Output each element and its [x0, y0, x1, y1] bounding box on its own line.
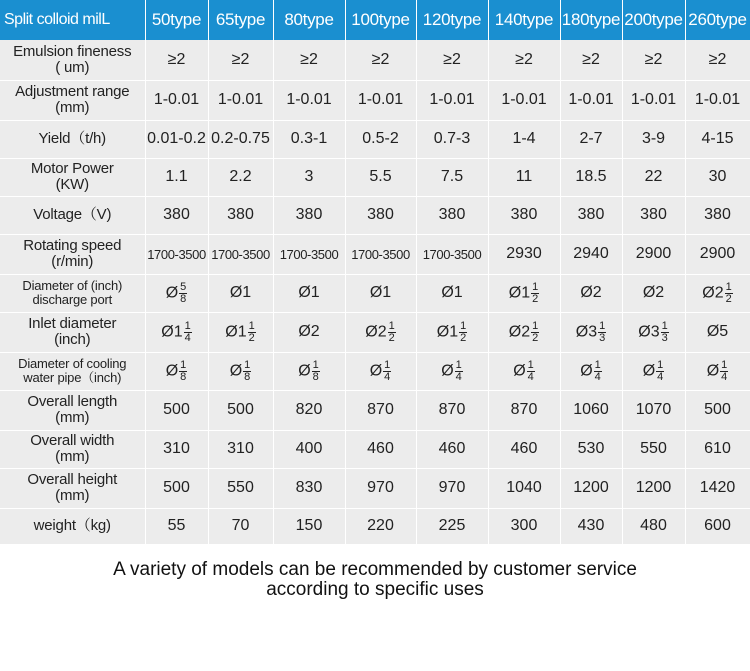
table-cell: 870 — [488, 390, 560, 430]
row-label: Voltage（V) — [0, 196, 145, 234]
table-cell: 380 — [622, 196, 685, 234]
table-cell: ≥2 — [145, 40, 208, 80]
table-cell: 0.01-0.2 — [145, 120, 208, 158]
row-label: Motor Power (KW) — [0, 158, 145, 196]
table-cell: 5.5 — [345, 158, 416, 196]
table-cell: ≥2 — [208, 40, 273, 80]
header-model: 260type — [685, 0, 750, 40]
fraction: $\frac{1}{4}$ — [594, 358, 601, 383]
row-label: weight（kg) — [0, 508, 145, 544]
table-cell: 22 — [622, 158, 685, 196]
fraction: $\frac{1}{8}$ — [312, 358, 319, 383]
table-cell: 1070 — [622, 390, 685, 430]
table-cell: 150 — [273, 508, 345, 544]
table-cell: 830 — [273, 468, 345, 508]
table-cell: 1700-3500 — [145, 234, 208, 274]
table-cell: 300 — [488, 508, 560, 544]
table-cell: ≥2 — [622, 40, 685, 80]
table-cell: Ø1 $\frac{1}{2}$ — [208, 312, 273, 352]
table-cell: 1-0.01 — [345, 80, 416, 120]
table-cell: 870 — [345, 390, 416, 430]
table-cell: ≥2 — [560, 40, 622, 80]
table-cell: 1200 — [622, 468, 685, 508]
table-row — [0, 234, 750, 274]
fraction: $\frac{1}{8}$ — [244, 358, 251, 383]
table-cell: 2900 — [685, 234, 750, 274]
table-cell: 2900 — [622, 234, 685, 274]
table-cell: ≥2 — [685, 40, 750, 80]
table-cell: Ø $\frac{1}{4}$ — [488, 352, 560, 390]
table-cell: 380 — [273, 196, 345, 234]
table-row — [0, 120, 750, 158]
table-cell: 460 — [345, 430, 416, 468]
fraction: $\frac{1}{4}$ — [455, 358, 462, 383]
table-cell: Ø $\frac{1}{8}$ — [145, 352, 208, 390]
table-cell: 550 — [208, 468, 273, 508]
row-label: Emulsion fineness ( um) — [0, 40, 145, 80]
table-cell: 1.1 — [145, 158, 208, 196]
table-cell: 1420 — [685, 468, 750, 508]
table-cell: ≥2 — [416, 40, 488, 80]
table-cell: Ø $\frac{5}{8}$ — [145, 274, 208, 312]
table-cell: 1700-3500 — [416, 234, 488, 274]
fraction: $\frac{1}{2}$ — [248, 319, 255, 344]
table-cell: Ø1 $\frac{1}{2}$ — [416, 312, 488, 352]
table-cell: 55 — [145, 508, 208, 544]
header-model: 50type — [145, 0, 208, 40]
fraction: $\frac{1}{4}$ — [384, 358, 391, 383]
table-cell: 4-15 — [685, 120, 750, 158]
table-cell: 1-0.01 — [622, 80, 685, 120]
table-cell: 1200 — [560, 468, 622, 508]
table-cell: 380 — [488, 196, 560, 234]
table-row — [0, 80, 750, 120]
fraction: $\frac{1}{4}$ — [657, 358, 664, 383]
row-label: Overall height (mm) — [0, 468, 145, 508]
table-cell: Ø1 — [416, 274, 488, 312]
table-cell: 610 — [685, 430, 750, 468]
table-cell: Ø1 — [345, 274, 416, 312]
table-cell: 480 — [622, 508, 685, 544]
row-label: Rotating speed (r/min) — [0, 234, 145, 274]
table-cell: Ø2 $\frac{1}{2}$ — [685, 274, 750, 312]
table-cell: 30 — [685, 158, 750, 196]
table-cell: 3-9 — [622, 120, 685, 158]
table-cell: 1700-3500 — [208, 234, 273, 274]
table-cell: 820 — [273, 390, 345, 430]
header-model: 120type — [416, 0, 488, 40]
table-cell: ≥2 — [345, 40, 416, 80]
table-cell: 380 — [345, 196, 416, 234]
table-row — [0, 40, 750, 80]
table-cell: Ø $\frac{1}{8}$ — [273, 352, 345, 390]
table-cell: 1-4 — [488, 120, 560, 158]
table-row — [0, 508, 750, 544]
table-cell: 500 — [145, 390, 208, 430]
table-cell: 3 — [273, 158, 345, 196]
header-product-name: Split colloid milL — [0, 0, 145, 40]
table-row — [0, 390, 750, 430]
table-cell: 380 — [145, 196, 208, 234]
table-cell: 18.5 — [560, 158, 622, 196]
table-cell: 500 — [685, 390, 750, 430]
table-cell: 500 — [145, 468, 208, 508]
table-cell: Ø3 $\frac{1}{3}$ — [560, 312, 622, 352]
table-cell: 1060 — [560, 390, 622, 430]
table-cell: ≥2 — [273, 40, 345, 80]
table-cell: 2.2 — [208, 158, 273, 196]
table-cell: Ø $\frac{1}{8}$ — [208, 352, 273, 390]
table-cell: Ø2 $\frac{1}{2}$ — [488, 312, 560, 352]
row-label: Diameter of cooling water pipe（inch) — [0, 352, 145, 390]
row-label: Adjustment range (mm) — [0, 80, 145, 120]
row-label: Overall length (mm) — [0, 390, 145, 430]
table-cell: Ø2 — [622, 274, 685, 312]
table-cell: 2940 — [560, 234, 622, 274]
table-cell: 0.2-0.75 — [208, 120, 273, 158]
table-cell: Ø $\frac{1}{4}$ — [345, 352, 416, 390]
table-row — [0, 158, 750, 196]
fraction: $\frac{1}{2}$ — [532, 319, 539, 344]
fraction: $\frac{1}{2}$ — [725, 280, 732, 305]
table-cell: 380 — [416, 196, 488, 234]
table-cell: 970 — [345, 468, 416, 508]
fraction: $\frac{1}{8}$ — [180, 358, 187, 383]
table-cell: Ø2 — [560, 274, 622, 312]
table-cell: Ø2 — [273, 312, 345, 352]
table-cell: 310 — [208, 430, 273, 468]
table-cell: 11 — [488, 158, 560, 196]
header-model: 65type — [208, 0, 273, 40]
table-row — [0, 430, 750, 468]
table-cell: Ø1 $\frac{1}{4}$ — [145, 312, 208, 352]
table-cell: Ø5 — [685, 312, 750, 352]
table-cell: 530 — [560, 430, 622, 468]
row-label: Overall width (mm) — [0, 430, 145, 468]
header-model: 200type — [622, 0, 685, 40]
table-cell: 70 — [208, 508, 273, 544]
fraction: $\frac{5}{8}$ — [180, 280, 187, 305]
table-cell: Ø $\frac{1}{4}$ — [416, 352, 488, 390]
fraction: $\frac{1}{4}$ — [527, 358, 534, 383]
table-cell: 430 — [560, 508, 622, 544]
table-cell: 550 — [622, 430, 685, 468]
table-cell: 1-0.01 — [273, 80, 345, 120]
table-cell: ≥2 — [488, 40, 560, 80]
table-row — [0, 352, 750, 390]
table-cell: 1-0.01 — [416, 80, 488, 120]
table-row — [0, 274, 750, 312]
row-label: Inlet diameter (inch) — [0, 312, 145, 352]
table-cell: Ø3 $\frac{1}{3}$ — [622, 312, 685, 352]
header-model: 80type — [273, 0, 345, 40]
table-cell: 460 — [488, 430, 560, 468]
footer-line-1: A variety of models can be recommended by customer service — [113, 559, 637, 580]
table-row — [0, 312, 750, 352]
row-label: Yield（t/h) — [0, 120, 145, 158]
fraction: $\frac{1}{4}$ — [721, 358, 728, 383]
table-cell: 220 — [345, 508, 416, 544]
fraction: $\frac{1}{2}$ — [388, 319, 395, 344]
table-cell: 380 — [208, 196, 273, 234]
table-cell: Ø1 $\frac{1}{2}$ — [488, 274, 560, 312]
fraction: $\frac{1}{3}$ — [661, 319, 668, 344]
table-cell: 400 — [273, 430, 345, 468]
table-cell: 600 — [685, 508, 750, 544]
table-cell: Ø2 $\frac{1}{2}$ — [345, 312, 416, 352]
table-cell: 1-0.01 — [208, 80, 273, 120]
header-model: 140type — [488, 0, 560, 40]
table-cell: 0.5-2 — [345, 120, 416, 158]
header-model: 100type — [345, 0, 416, 40]
table-cell: 500 — [208, 390, 273, 430]
table-cell: 1-0.01 — [685, 80, 750, 120]
table-cell: 2-7 — [560, 120, 622, 158]
table-cell: 1-0.01 — [560, 80, 622, 120]
table-cell: Ø $\frac{1}{4}$ — [560, 352, 622, 390]
fraction: $\frac{1}{2}$ — [460, 319, 467, 344]
footer-line-2: according to specific uses — [266, 579, 484, 600]
table-cell: 460 — [416, 430, 488, 468]
table-cell: Ø $\frac{1}{4}$ — [685, 352, 750, 390]
table-row — [0, 196, 750, 234]
table-cell: Ø1 — [208, 274, 273, 312]
table-cell: 0.7-3 — [416, 120, 488, 158]
table-cell: 380 — [560, 196, 622, 234]
fraction: $\frac{1}{3}$ — [599, 319, 606, 344]
table-cell: 1-0.01 — [488, 80, 560, 120]
header-model: 180type — [560, 0, 622, 40]
fraction: $\frac{1}{2}$ — [532, 280, 539, 305]
footer-note — [0, 560, 750, 600]
fraction: $\frac{1}{4}$ — [184, 319, 191, 344]
table-cell: 7.5 — [416, 158, 488, 196]
table-cell: 2930 — [488, 234, 560, 274]
table-cell: 0.3-1 — [273, 120, 345, 158]
table-cell: 380 — [685, 196, 750, 234]
table-cell: Ø1 — [273, 274, 345, 312]
table-row — [0, 468, 750, 508]
table-header — [0, 0, 750, 40]
table-body — [0, 40, 750, 544]
table-cell: 1700-3500 — [345, 234, 416, 274]
table-cell: Ø $\frac{1}{4}$ — [622, 352, 685, 390]
table-cell: 225 — [416, 508, 488, 544]
table-cell: 1700-3500 — [273, 234, 345, 274]
row-label: Diameter of (inch) discharge port — [0, 274, 145, 312]
table-cell: 1-0.01 — [145, 80, 208, 120]
table-cell: 310 — [145, 430, 208, 468]
table-cell: 970 — [416, 468, 488, 508]
table-cell: 870 — [416, 390, 488, 430]
table-cell: 1040 — [488, 468, 560, 508]
